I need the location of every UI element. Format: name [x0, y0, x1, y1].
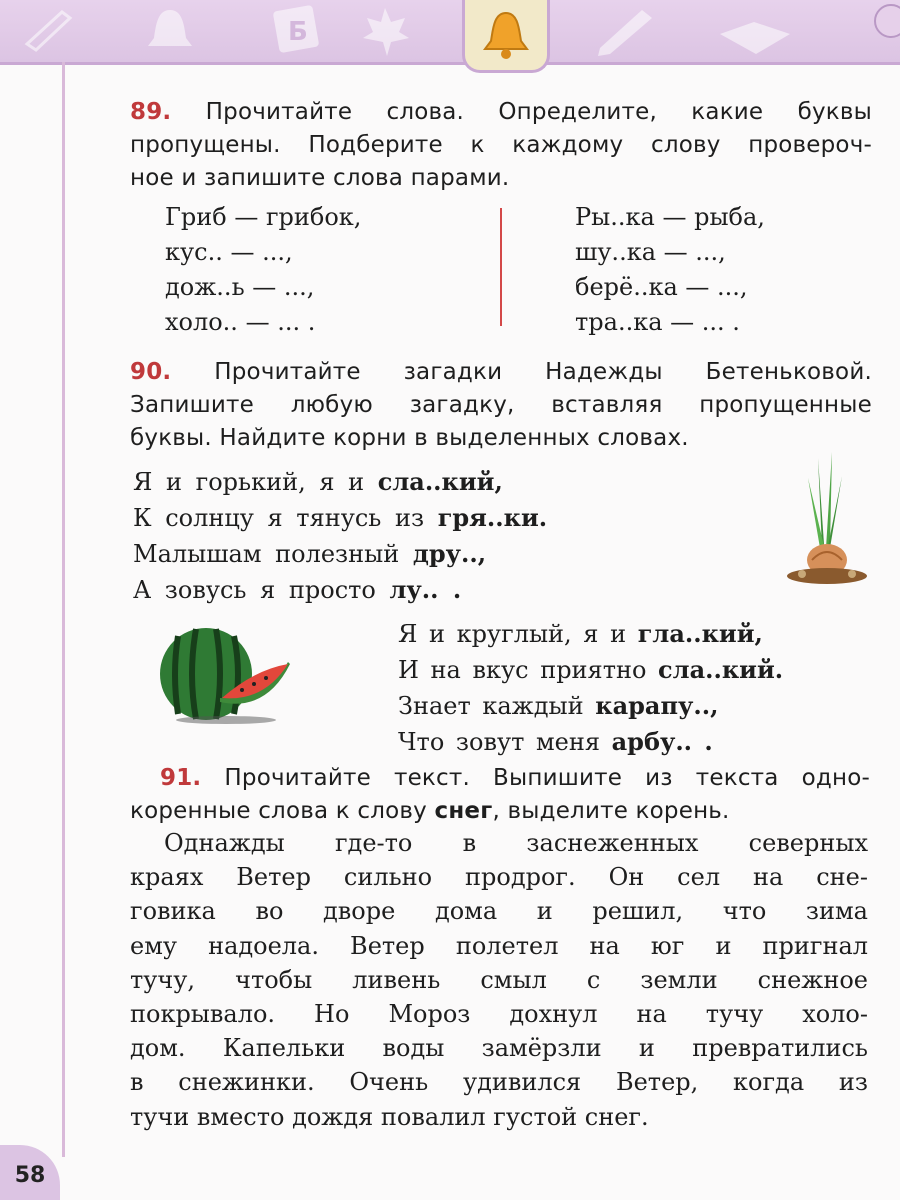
word-pair: Ры..ка — рыба,: [575, 203, 765, 231]
svg-text:Б: Б: [288, 17, 308, 47]
ex90-line3: буквы. Найдите корни в выделенных словах.: [130, 425, 689, 451]
word-pair: холо.. — ... .: [165, 308, 316, 336]
ex91-instruction: [130, 762, 870, 828]
open-book-icon: [710, 4, 800, 60]
text-line: ему надоела. Ветер полетел на юг и пригнал: [130, 931, 868, 960]
ex89-line3: ное и запишите слова парами.: [130, 165, 510, 191]
page-number-corner: [0, 1145, 60, 1200]
page-number: 58: [14, 1163, 46, 1188]
ex90-instruction: [130, 356, 872, 455]
riddle-line: Я и круглый, я и гла..кий,: [398, 619, 763, 648]
bell-tab: [462, 0, 550, 73]
text-line: в снежинки. Очень удивился Ветер, когда из: [130, 1068, 868, 1097]
onion-illustration: [782, 448, 872, 588]
golden-bell-icon: [479, 7, 533, 63]
word-pair: дож..ь — ...,: [165, 273, 315, 301]
letter-b-block-icon: [268, 4, 328, 56]
riddle-line: И на вкус приятно сла..кий.: [398, 655, 784, 684]
ex91-line2: коренные слова к слову снег, выделите корень.: [130, 798, 730, 824]
riddle-line: А зовусь я просто лу.. .: [133, 575, 462, 604]
riddle-line: Я и горький, я и сла..кий,: [133, 467, 503, 496]
column-divider: [500, 208, 502, 326]
word-pair: кус.. — ...,: [165, 238, 293, 266]
pencil-icon: [590, 4, 660, 56]
riddle-onion: [133, 464, 653, 608]
ex91-text: [130, 826, 868, 1134]
text-line: дом. Капельки воды замёрзли и превратились: [130, 1034, 868, 1063]
ex89-line1: Прочитайте слова. Определите, какие буквы: [205, 99, 872, 125]
pen-nib-icon: [22, 4, 82, 54]
word-pair: тра..ка — ... .: [575, 308, 740, 336]
bell-icon: [140, 4, 200, 56]
ex91-line1: Прочитайте текст. Выпишите из текста одно-: [224, 765, 870, 791]
ex91-number: 91.: [160, 765, 202, 791]
ex89-line2: пропущены. Подберите к каждому слову провероч-: [130, 132, 872, 158]
riddle-line: К солнцу я тянусь из гря..ки.: [133, 503, 548, 532]
text-line: краях Ветер сильно продрог. Он сел на сне-: [130, 863, 868, 892]
word-pair: Гриб — грибок,: [165, 203, 362, 231]
riddle-line: Знает каждый карапу..,: [398, 691, 719, 720]
text-line: покрывало. Но Мороз дохнул на тучу холо-: [130, 1000, 868, 1029]
ex90-line1: Прочитайте загадки Надежды Бетеньковой.: [214, 359, 872, 385]
ex89-instruction: [130, 96, 872, 195]
word-pair: шу..ка — ...,: [575, 238, 726, 266]
ex89-number: 89.: [130, 99, 172, 125]
maple-leaf-icon: [355, 4, 415, 59]
text-line: Однажды где-то в заснеженных северных: [164, 829, 868, 857]
ex89-left-column: [165, 200, 485, 340]
ex89-right-column: [575, 200, 875, 340]
page-header-band: [0, 0, 900, 65]
header-ring-decoration: [874, 4, 900, 38]
riddle-line: Что зовут меня арбу.. .: [398, 727, 713, 756]
word-pair: берё..ка — ...,: [575, 273, 748, 301]
ex90-number: 90.: [130, 359, 172, 385]
text-line: тучу, чтобы ливень смыл с земли снежное: [130, 965, 868, 994]
text-line: говика во дворе дома и решил, что зима: [130, 897, 868, 926]
text-line: тучи вместо дождя повалил густой снег.: [130, 1102, 649, 1131]
ex90-line2: Запишите любую загадку, вставляя пропущенные: [130, 392, 872, 418]
page-margin-line: [62, 62, 65, 1157]
riddle-watermelon: [398, 616, 868, 760]
riddle-line: Малышам полезный дру..,: [133, 539, 487, 568]
watermelon-illustration: [156, 622, 296, 726]
